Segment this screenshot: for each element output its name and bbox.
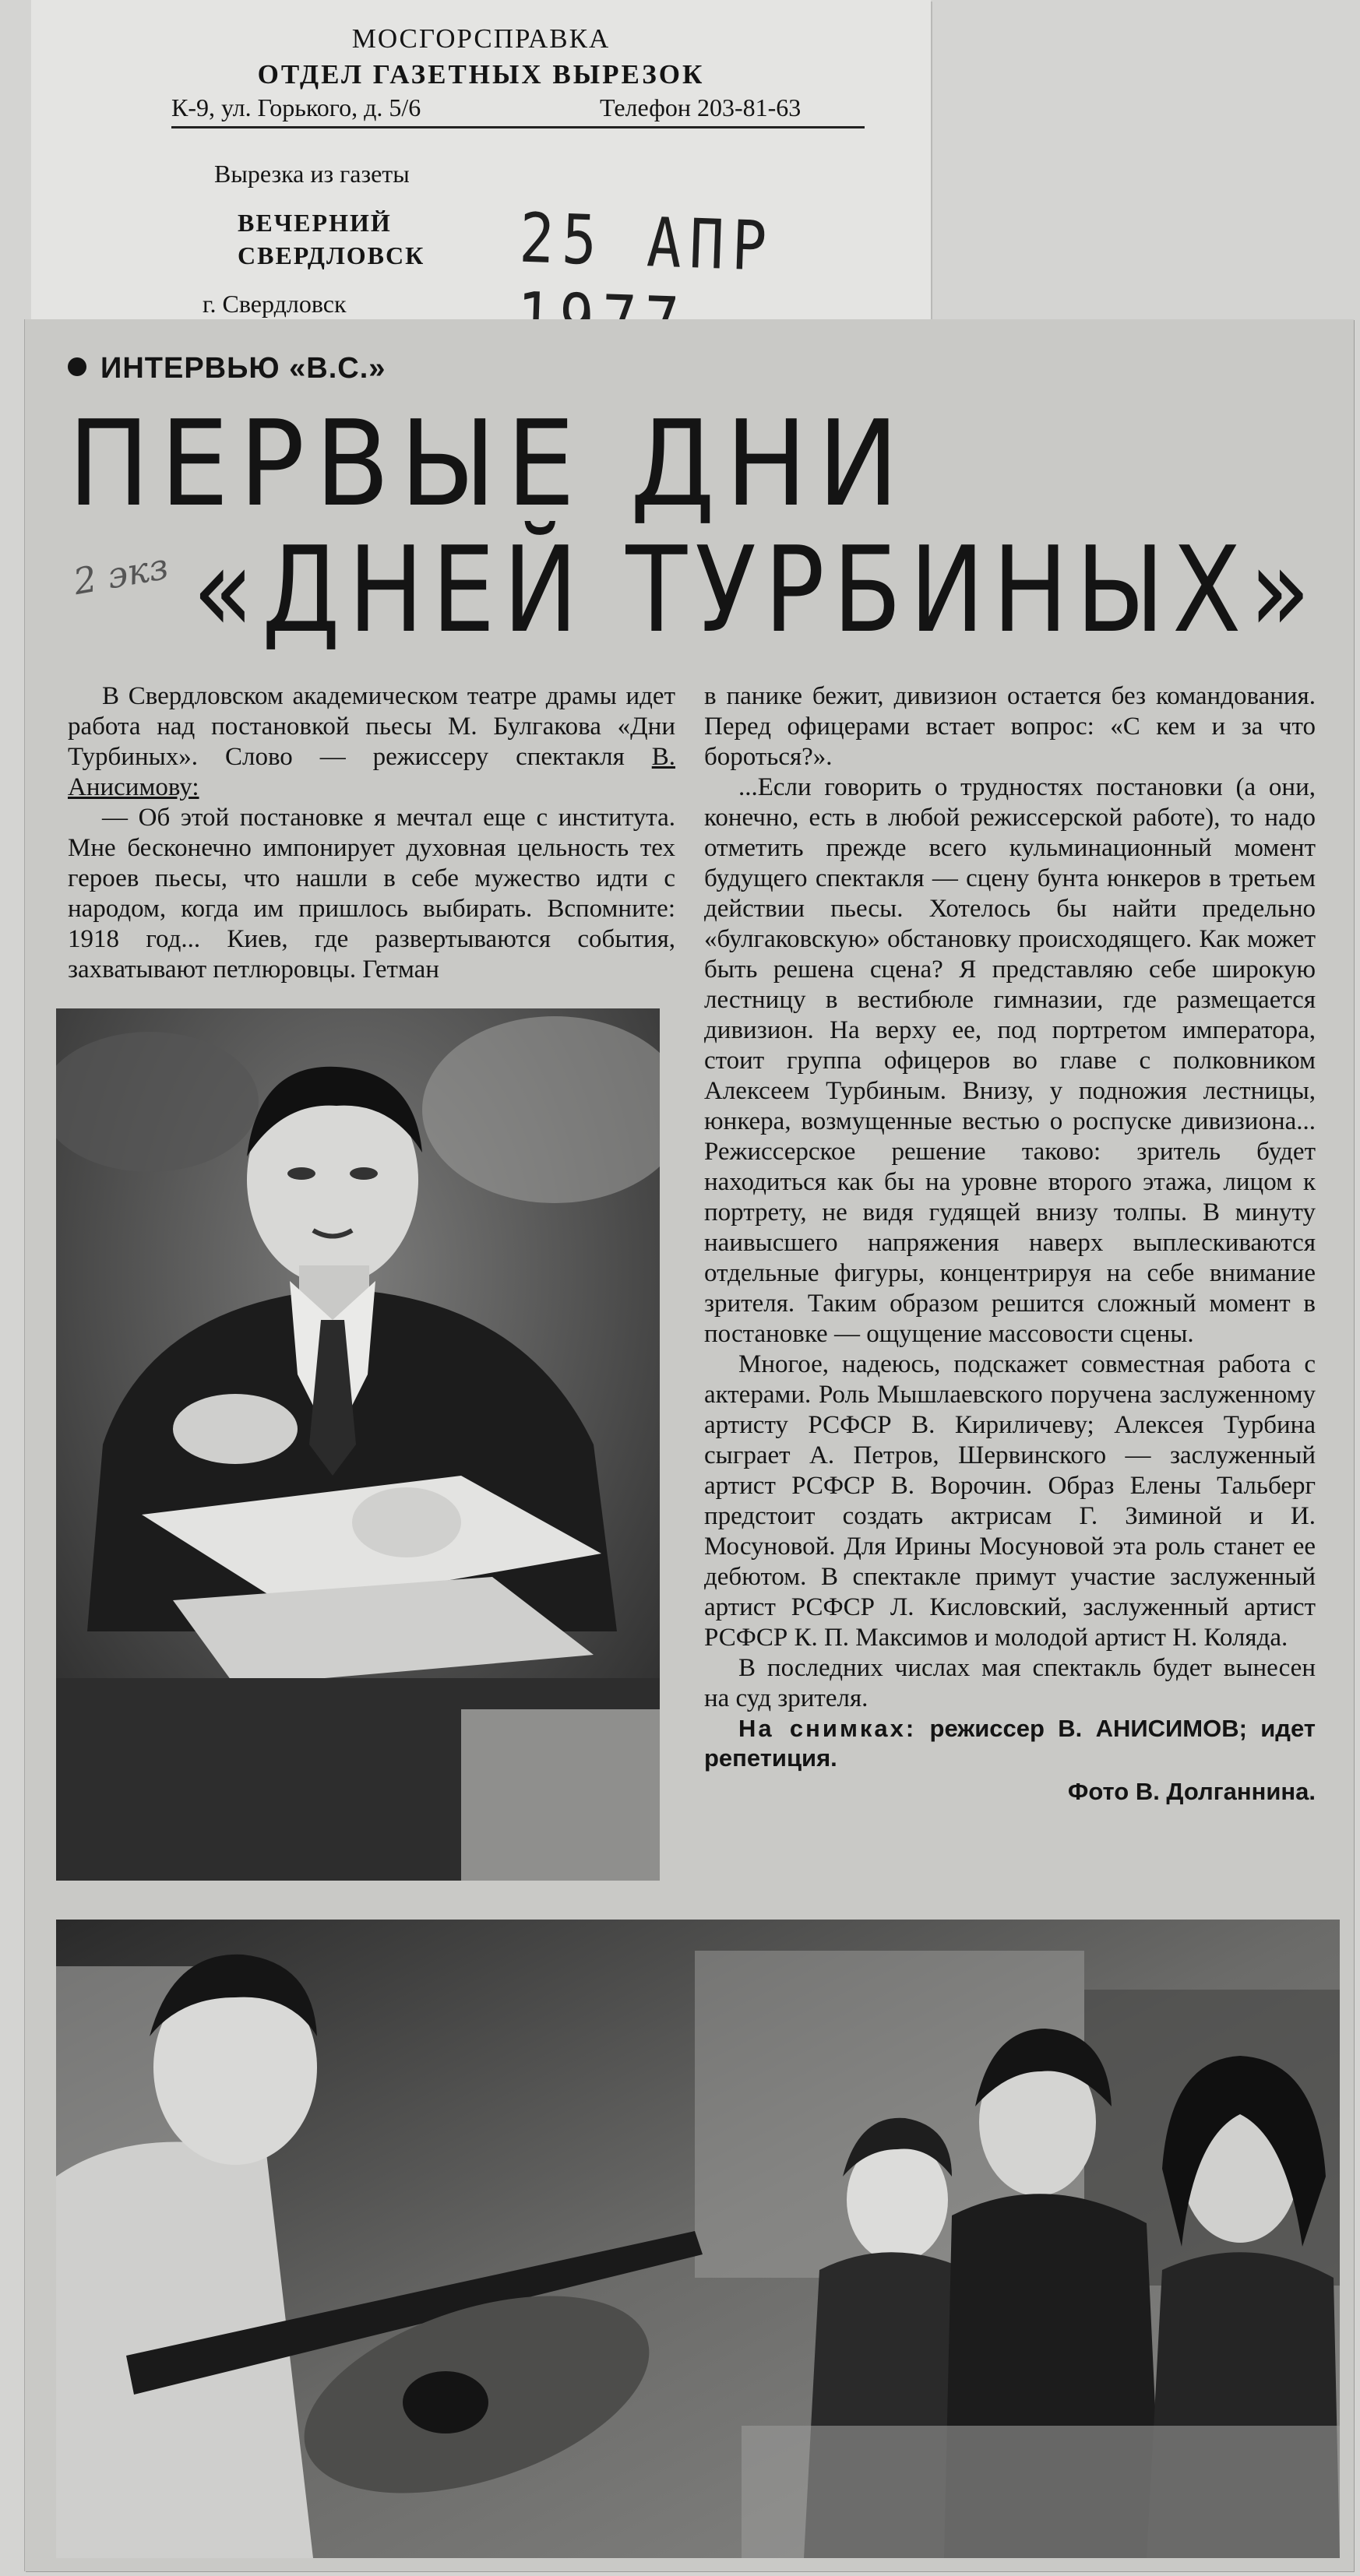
article-column-left <box>68 681 675 985</box>
photo-rehearsal-image <box>56 1920 1340 2558</box>
date-stamp: 25 АПР <box>518 199 776 287</box>
article-paragraph-1: — Об этой постановке я мечтал еще с института. Мне бесконечно импонирует духовная цельность тех героев пьесы, что нашли в себе мужество идти с народом, когда им пришлось выбирать. Вспомните: 1918 год... Киев, где развертываются события, захватывают петлюровцы. Гетман <box>68 804 675 984</box>
bullet-icon <box>68 357 86 376</box>
intro-text: В Свердловском академическом театре драмы идет работа над постановкой пьесы М. Булгакова «Дни Турбиных». Слово — режиссеру спектакля <box>68 682 675 771</box>
rubric <box>68 352 386 385</box>
rubric-label: ИНТЕРВЬЮ «В.С.» <box>100 352 386 385</box>
photo-caption <box>704 1714 1316 1773</box>
cutting-label: Вырезка из газеты <box>214 160 410 188</box>
agency-name: МОСГОРСПРАВКА <box>351 23 611 54</box>
article-paragraph-3: Многое, надеюсь, подскажет совместная работа с актерами. Роль Мышлаевского поручена заслуженному артисту РСФСР В. Кириличеву; Алексея Турбина сыграет А. Петров, Шервинского — заслуженный артист РСФСР В. Ворочин. Образ Елены Тальберг предстоит создать актрисам Г. Зиминой и И. Мосуновой. Для Ирины Мосуновой эта роль станет ее дебютом. В спектакле примут участие заслуженный артист РСФСР Л. Кисловский, заслуженный артист РСФСР К. П. Максимов и молодой артист Н. Коляда. <box>704 1350 1316 1652</box>
director-name: В. Анисимову: <box>68 743 675 801</box>
newspaper-name-line1: ВЕЧЕРНИЙ <box>238 209 392 237</box>
caption-text: режиссер В. АНИСИМОВ; идет репетиция. <box>704 1715 1316 1772</box>
newspaper-name <box>238 206 425 272</box>
photo-credit: Фото В. Долганнина. <box>1067 1778 1316 1805</box>
newspaper-name-line2: СВЕРДЛОВСК <box>238 241 425 269</box>
article-paragraph-2: ...Если говорить о трудностях постановки (а они, конечно, есть в любой режиссерской работе), то надо отметить прежде всего кульминационный момент будущего спектакля — сцену бунта юнкеров в третьем действии пьесы. Хотелось бы найти предельно «булгаковскую» обстановку происходящего. Как может быть решена сцена? Я представляю себе широкую лестницу в вестибюле гимназии, где размещается дивизион. На верху ее, под портретом императора, стоит группа офицеров во главе с полковником Алексеем Турбиным. Внизу, у подножия лестницы, юнкера, возмущенные вестью о роспуске дивизиона... Режиссерское решение таково: зритель будет находиться как бы на уровне второго этажа, лицом к портрету, не видя гудящей внизу толпы. В минуту наивысшего напряжения наверх выплескиваются отдельные фигуры, концентрируя на себе внимание зрителя. Таким образом решится сложный момент в постановке — ощущение массовости сцены. <box>704 773 1316 1348</box>
archive-stamp-card <box>31 0 931 327</box>
caption-lead: На снимках: <box>738 1715 917 1742</box>
agency-phone: Телефон 203-81-63 <box>600 93 802 121</box>
photo-director-portrait <box>56 1008 660 1881</box>
newspaper-clipping <box>25 319 1354 2571</box>
photo-rehearsal <box>56 1920 1340 2558</box>
city-label: г. Свердловск <box>203 290 347 318</box>
department-name: ОТДЕЛ ГАЗЕТНЫХ ВЫРЕЗОК <box>257 59 705 90</box>
agency-address: К-9, ул. Горького, д. 5/6 <box>171 93 421 121</box>
stamp-divider <box>171 126 865 128</box>
article-column-right <box>704 681 1316 1807</box>
article-paragraph-4: В последних числах мая спектакль будет вынесен на суд зрителя. <box>704 1654 1316 1712</box>
handwritten-margin-note: 2 экз <box>70 544 171 604</box>
headline-line1: ПЕРВЫЕ ДНИ <box>68 395 910 533</box>
article-intro <box>68 681 675 803</box>
headline-line2: «ДНЕЙ ТУРБИНЫХ» <box>192 521 1319 659</box>
photo-director-portrait-image <box>56 1008 660 1881</box>
article-paragraph-1-continued: в панике бежит, дивизион остается без командования. Перед офицерами встает вопрос: «С кем и за что бороться?». <box>704 682 1316 771</box>
